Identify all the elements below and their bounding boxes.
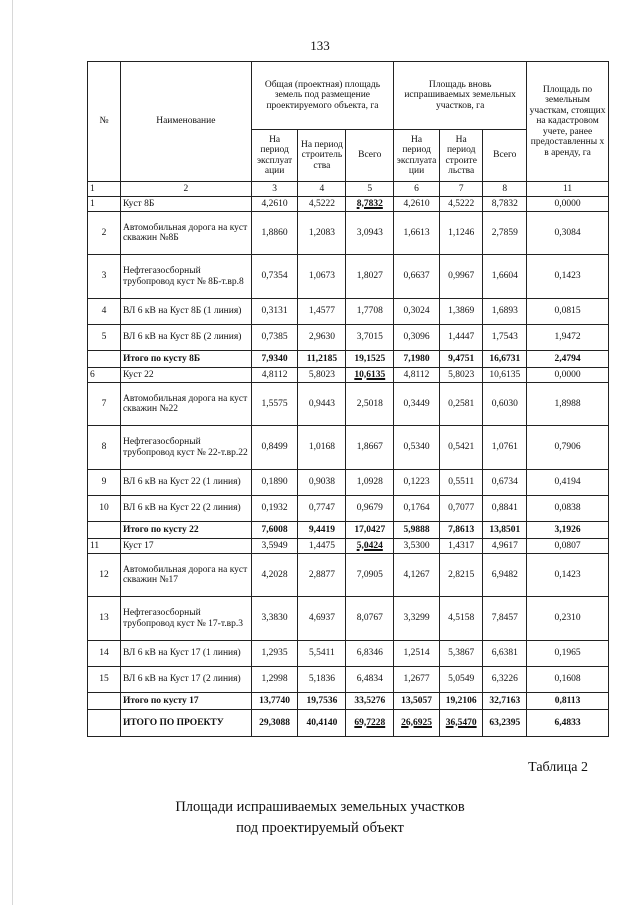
row-value-c4: 19,7536 [298, 693, 346, 710]
row-name: Автомобильная дорога на куст скважин №17 [120, 554, 251, 597]
row-value-c3: 3,5949 [251, 539, 298, 554]
table-row [88, 470, 609, 496]
header-name: Наименование [120, 62, 251, 182]
row-value-c4: 9,4419 [298, 522, 346, 539]
table-title [0, 797, 640, 839]
table-body [88, 197, 609, 737]
column-number: 1 [88, 182, 121, 197]
row-value-c6: 5,9888 [394, 522, 440, 539]
row-number: 6 [88, 368, 121, 383]
row-value-c8: 6,3226 [483, 667, 527, 693]
table-row [88, 554, 609, 597]
row-name: ВЛ 6 кВ на Куст 8Б (2 линия) [120, 325, 251, 351]
row-value-c8: 8,7832 [483, 197, 527, 212]
row-value-c6 [394, 710, 440, 737]
row-value-c4: 1,4577 [298, 299, 346, 325]
row-value-c7: 4,5158 [439, 597, 483, 641]
row-value-c8: 1,7543 [483, 325, 527, 351]
row-number [88, 693, 121, 710]
row-value-c5: 33,5276 [346, 693, 394, 710]
row-value-emphasis: 36,5470 [445, 717, 477, 728]
row-value-c5 [346, 710, 394, 737]
row-value-emphasis: 69,7228 [354, 717, 386, 728]
row-value-emphasis: 26,6925 [401, 717, 432, 728]
row-number: 7 [88, 383, 121, 426]
column-number: 3 [251, 182, 298, 197]
row-value-c3: 0,7354 [251, 255, 298, 299]
table-row-subtotal [88, 522, 609, 539]
row-value-c11: 1,9472 [527, 325, 609, 351]
row-value-c8: 1,0761 [483, 426, 527, 470]
page-number: 133 [310, 38, 330, 53]
row-value-c3: 7,9340 [251, 351, 298, 368]
row-value-c7: 5,3867 [439, 641, 483, 667]
row-name: ВЛ 6 кВ на Куст 17 (1 линия) [120, 641, 251, 667]
row-value-c3: 13,7740 [251, 693, 298, 710]
row-value-c3: 0,1890 [251, 470, 298, 496]
row-value-c8: 6,6381 [483, 641, 527, 667]
row-value-c3: 1,2998 [251, 667, 298, 693]
row-value-c3: 29,3088 [251, 710, 298, 737]
row-value-c7: 4,5222 [439, 197, 483, 212]
row-value-c5: 1,7708 [346, 299, 394, 325]
row-value-c6: 4,2610 [394, 197, 440, 212]
row-number: 9 [88, 470, 121, 496]
row-value-c7: 7,8613 [439, 522, 483, 539]
row-value-c11: 6,4833 [527, 710, 609, 737]
row-value-c6: 0,3024 [394, 299, 440, 325]
row-value-c7: 0,5421 [439, 426, 483, 470]
row-value-c5: 17,0427 [346, 522, 394, 539]
table-row [88, 368, 609, 383]
row-value-c8: 63,2395 [483, 710, 527, 737]
row-number: 11 [88, 539, 121, 554]
header-new-all: Всего [483, 130, 527, 182]
row-value-c6: 1,2514 [394, 641, 440, 667]
row-name: ВЛ 6 кВ на Куст 22 (2 линия) [120, 496, 251, 522]
row-value-c11: 0,3084 [527, 212, 609, 255]
row-value-c5: 6,4834 [346, 667, 394, 693]
row-value-c8: 32,7163 [483, 693, 527, 710]
header-group-new-area: Площадь вновь испрашиваемых земельных участков, га [394, 62, 527, 130]
row-value-c8: 10,6135 [483, 368, 527, 383]
row-value-c3: 0,8499 [251, 426, 298, 470]
row-name: Нефтегазосборный трубопровод куст № 22-т.вр.22 [120, 426, 251, 470]
row-value-c5: 3,7015 [346, 325, 394, 351]
table-row-subtotal [88, 351, 609, 368]
row-name: Куст 22 [120, 368, 251, 383]
row-value-c8: 0,6734 [483, 470, 527, 496]
column-number: 6 [394, 182, 440, 197]
row-name: Автомобильная дорога на куст скважин №8Б [120, 212, 251, 255]
header-no: № [88, 62, 121, 182]
row-value-c8: 2,7859 [483, 212, 527, 255]
row-value-c6: 7,1980 [394, 351, 440, 368]
row-value-c6: 1,2677 [394, 667, 440, 693]
row-value-c8: 7,8457 [483, 597, 527, 641]
row-name: ВЛ 6 кВ на Куст 17 (2 линия) [120, 667, 251, 693]
row-value-c11: 2,4794 [527, 351, 609, 368]
header-new-construction: На период строите льства [439, 130, 483, 182]
row-value-c11: 0,8113 [527, 693, 609, 710]
row-value-c4: 5,5411 [298, 641, 346, 667]
row-number: 12 [88, 554, 121, 597]
row-value-c11: 0,0000 [527, 197, 609, 212]
row-number: 2 [88, 212, 121, 255]
row-value-c6: 0,6637 [394, 255, 440, 299]
row-name: Нефтегазосборный трубопровод куст № 17-т.вр.3 [120, 597, 251, 641]
row-number: 14 [88, 641, 121, 667]
row-value-c6: 4,1267 [394, 554, 440, 597]
row-value-c4: 0,9038 [298, 470, 346, 496]
row-value-c11: 0,1965 [527, 641, 609, 667]
row-value-c5: 1,0928 [346, 470, 394, 496]
row-value-c4: 0,7747 [298, 496, 346, 522]
row-value-c7: 0,7077 [439, 496, 483, 522]
row-value-c8: 13,8501 [483, 522, 527, 539]
row-value-c4: 1,0168 [298, 426, 346, 470]
row-value-c7: 0,9967 [439, 255, 483, 299]
row-value-c8: 16,6731 [483, 351, 527, 368]
row-number: 5 [88, 325, 121, 351]
row-name: ВЛ 6 кВ на Куст 22 (1 линия) [120, 470, 251, 496]
row-name: Нефтегазосборный трубопровод куст № 8Б-т.вр.8 [120, 255, 251, 299]
table-row [88, 641, 609, 667]
row-value-c6: 13,5057 [394, 693, 440, 710]
column-number: 11 [527, 182, 609, 197]
row-name: Итого по кусту 22 [120, 522, 251, 539]
row-value-c7: 0,5511 [439, 470, 483, 496]
row-value-c4: 40,4140 [298, 710, 346, 737]
row-value-c6: 0,5340 [394, 426, 440, 470]
row-value-c11: 0,0838 [527, 496, 609, 522]
row-number: 3 [88, 255, 121, 299]
row-value-c7 [439, 710, 483, 737]
row-value-c11: 0,0000 [527, 368, 609, 383]
row-value-c5 [346, 539, 394, 554]
row-value-c7: 9,4751 [439, 351, 483, 368]
row-number: 13 [88, 597, 121, 641]
row-value-c3: 4,2610 [251, 197, 298, 212]
table-title-line: под проектируемый объект [236, 820, 404, 837]
row-value-c7: 5,0549 [439, 667, 483, 693]
row-value-c6: 3,5300 [394, 539, 440, 554]
row-value-c8: 1,6604 [483, 255, 527, 299]
table-row [88, 667, 609, 693]
table-row [88, 496, 609, 522]
header-total-exploitation: На период эксплуат ации [251, 130, 298, 182]
row-value-c4: 1,4475 [298, 539, 346, 554]
row-value-c5: 1,8667 [346, 426, 394, 470]
row-name: Итого по кусту 17 [120, 693, 251, 710]
table-row [88, 426, 609, 470]
row-value-c11: 0,0815 [527, 299, 609, 325]
row-value-c4: 2,8877 [298, 554, 346, 597]
row-value-c4: 0,9443 [298, 383, 346, 426]
row-value-c11: 0,1608 [527, 667, 609, 693]
row-value-c4: 4,6937 [298, 597, 346, 641]
row-value-c6: 0,3449 [394, 383, 440, 426]
table-row [88, 212, 609, 255]
row-value-c11: 0,2310 [527, 597, 609, 641]
row-name: Итого по кусту 8Б [120, 351, 251, 368]
row-value-c7: 19,2106 [439, 693, 483, 710]
table-row [88, 539, 609, 554]
row-value-c8: 1,6893 [483, 299, 527, 325]
row-value-c7: 1,3869 [439, 299, 483, 325]
row-value-c3: 1,5575 [251, 383, 298, 426]
row-value-emphasis: 10,6135 [354, 369, 386, 380]
row-value-c3: 0,3131 [251, 299, 298, 325]
row-value-c3: 3,3830 [251, 597, 298, 641]
row-value-c5 [346, 368, 394, 383]
row-value-c7: 2,8215 [439, 554, 483, 597]
row-value-c8: 0,6030 [483, 383, 527, 426]
column-number: 2 [120, 182, 251, 197]
table-row [88, 383, 609, 426]
row-value-c8: 6,9482 [483, 554, 527, 597]
row-value-c5: 0,9679 [346, 496, 394, 522]
row-number [88, 351, 121, 368]
row-number: 10 [88, 496, 121, 522]
row-number: 1 [88, 197, 121, 212]
row-name: Куст 8Б [120, 197, 251, 212]
row-value-c11: 0,1423 [527, 554, 609, 597]
header-total-all: Всего [346, 130, 394, 182]
row-value-c11: 0,0807 [527, 539, 609, 554]
row-value-c11: 1,8988 [527, 383, 609, 426]
row-value-c7: 1,4317 [439, 539, 483, 554]
row-value-c4: 1,0673 [298, 255, 346, 299]
column-number: 8 [483, 182, 527, 197]
row-value-c6: 0,3096 [394, 325, 440, 351]
row-value-c8: 0,8841 [483, 496, 527, 522]
row-value-c5: 2,5018 [346, 383, 394, 426]
row-name: ИТОГО ПО ПРОЕКТУ [120, 710, 251, 737]
column-number: 5 [346, 182, 394, 197]
row-value-c3: 1,2935 [251, 641, 298, 667]
row-number: 4 [88, 299, 121, 325]
row-value-c4: 11,2185 [298, 351, 346, 368]
table-title-line: Площади испрашиваемых земельных участков [175, 799, 465, 815]
row-value-c11: 0,1423 [527, 255, 609, 299]
row-value-c11: 0,7906 [527, 426, 609, 470]
row-name: Куст 17 [120, 539, 251, 554]
table-row-subtotal [88, 710, 609, 737]
row-value-c5: 3,0943 [346, 212, 394, 255]
column-number: 4 [298, 182, 346, 197]
row-name: Автомобильная дорога на куст скважин №22 [120, 383, 251, 426]
row-value-c5: 1,8027 [346, 255, 394, 299]
header-total-construction: На период строитель ства [298, 130, 346, 182]
table-row [88, 597, 609, 641]
row-value-c6: 3,3299 [394, 597, 440, 641]
row-value-c5 [346, 197, 394, 212]
column-number-row [88, 182, 609, 197]
row-value-c3: 0,1932 [251, 496, 298, 522]
table-row [88, 197, 609, 212]
row-number [88, 522, 121, 539]
row-value-c5: 19,1525 [346, 351, 394, 368]
row-value-c7: 1,1246 [439, 212, 483, 255]
column-number: 7 [439, 182, 483, 197]
header-cadastral-area: Площадь по земельным участкам, стоящих на кадастровом учете, ранее предоставленны х в аренду, га [527, 62, 609, 182]
row-value-c6: 4,8112 [394, 368, 440, 383]
row-value-c4: 5,8023 [298, 368, 346, 383]
table-row [88, 255, 609, 299]
row-number [88, 710, 121, 737]
row-value-c7: 0,2581 [439, 383, 483, 426]
row-value-c5: 8,0767 [346, 597, 394, 641]
row-value-c8: 4,9617 [483, 539, 527, 554]
row-value-c7: 5,8023 [439, 368, 483, 383]
row-value-emphasis: 5,0424 [356, 540, 383, 551]
row-name: ВЛ 6 кВ на Куст 8Б (1 линия) [120, 299, 251, 325]
header-new-exploitation: На период эксплуата ции [394, 130, 440, 182]
land-area-table [87, 61, 609, 737]
table-row [88, 325, 609, 351]
row-value-c3: 4,2028 [251, 554, 298, 597]
row-value-c3: 1,8860 [251, 212, 298, 255]
row-value-emphasis: 8,7832 [356, 198, 383, 209]
row-value-c11: 3,1926 [527, 522, 609, 539]
row-value-c4: 4,5222 [298, 197, 346, 212]
table-caption: Таблица 2 [528, 760, 588, 775]
page-scan-edge [12, 0, 13, 905]
row-value-c3: 7,6008 [251, 522, 298, 539]
row-value-c4: 1,2083 [298, 212, 346, 255]
header-group-total-area: Общая (проектная) площадь земель под размещение проектируемого объекта, га [251, 62, 393, 130]
row-value-c7: 1,4447 [439, 325, 483, 351]
row-number: 8 [88, 426, 121, 470]
row-value-c11: 0,4194 [527, 470, 609, 496]
row-value-c6: 1,6613 [394, 212, 440, 255]
row-value-c4: 2,9630 [298, 325, 346, 351]
table-row [88, 299, 609, 325]
row-value-c6: 0,1764 [394, 496, 440, 522]
row-value-c6: 0,1223 [394, 470, 440, 496]
row-value-c3: 4,8112 [251, 368, 298, 383]
row-value-c5: 7,0905 [346, 554, 394, 597]
row-value-c4: 5,1836 [298, 667, 346, 693]
row-value-c5: 6,8346 [346, 641, 394, 667]
row-number: 15 [88, 667, 121, 693]
row-value-c3: 0,7385 [251, 325, 298, 351]
table-row-subtotal [88, 693, 609, 710]
